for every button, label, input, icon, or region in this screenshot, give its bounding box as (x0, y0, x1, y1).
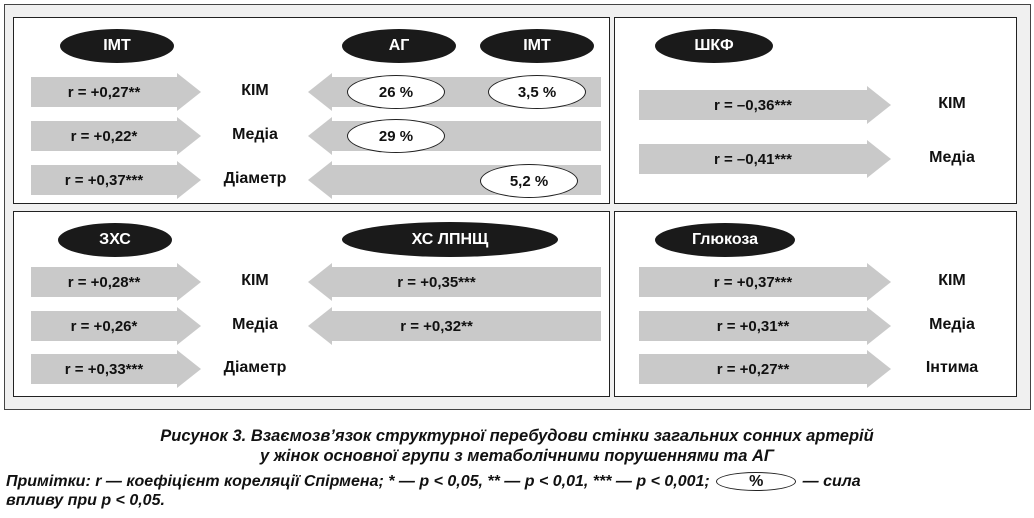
arrow-hs-kim (332, 267, 601, 297)
r-glucose-kim: r = +0,37*** (713, 273, 793, 291)
arrowhead-icon (867, 263, 891, 301)
label-kim: КІМ (241, 272, 269, 289)
arrowhead-icon (308, 161, 332, 199)
label-kim: КІМ (241, 82, 269, 99)
r-zhs-media: r = +0,26* (70, 317, 138, 335)
r-zhs-diameter: r = +0,33*** (64, 360, 144, 378)
label-media: Медіа (929, 316, 975, 333)
panel-glucose (614, 211, 1017, 397)
arrowhead-icon (308, 263, 332, 301)
arrowhead-icon (867, 350, 891, 388)
r-imt-media: r = +0,22* (70, 127, 138, 145)
figure-caption-line1: Рисунок 3. Взаємозв’язок структурної перебудови стінки загальних сонних артерій (160, 427, 874, 445)
arrow-hs-media (332, 311, 601, 341)
arrowhead-icon (177, 350, 201, 388)
arrowhead-icon (308, 73, 332, 111)
pill-shkf: ШКФ (655, 29, 773, 63)
pill-imt-2: ІМТ (480, 29, 594, 63)
label-media: Медіа (929, 149, 975, 166)
pill-zhs: ЗХС (58, 223, 172, 257)
arrow-imt-diameter (31, 165, 177, 195)
effect-imt-kim: 3,5 % (488, 75, 586, 109)
arrow-zhs-kim (31, 267, 177, 297)
arrow-shkf-kim (639, 90, 867, 120)
pill-ag: АГ (342, 29, 456, 63)
r-hs-kim: r = +0,35*** (397, 273, 476, 291)
notes-text-end: — сила (802, 473, 861, 490)
panel-shkf (614, 17, 1017, 204)
pill-hs-lpnsh: ХС ЛПНЩ (342, 222, 558, 257)
panel-zhs (13, 211, 610, 397)
notes-text: Примітки: r — коефіцієнт кореляції Спірмена; * — p < 0,05, ** — p < 0,01, *** — p < 0,001; (6, 473, 710, 490)
arrow-glucose-media (639, 311, 867, 341)
arrowhead-icon (177, 161, 201, 199)
arrow-glucose-intima (639, 354, 867, 384)
effect-ag-media: 29 % (347, 119, 445, 153)
effect-ag-kim: 26 % (347, 75, 445, 109)
arrowhead-icon (867, 307, 891, 345)
arrowhead-icon (867, 140, 891, 178)
r-hs-media: r = +0,32** (400, 317, 473, 335)
arrowhead-icon (308, 117, 332, 155)
arrowhead-icon (177, 263, 201, 301)
pill-imt: ІМТ (60, 29, 174, 63)
label-kim: КІМ (938, 95, 966, 112)
label-kim: КІМ (938, 272, 966, 289)
arrow-imt-kim (31, 77, 177, 107)
r-glucose-intima: r = +0,27** (716, 360, 790, 378)
label-diameter: Діаметр (223, 359, 287, 376)
arrowhead-icon (867, 86, 891, 124)
arrow-shkf-media (639, 144, 867, 174)
figure-caption-line2: у жінок основної групи з метаболічними порушеннями та АГ (259, 447, 775, 465)
r-shkf-kim: r = –0,36*** (714, 96, 792, 114)
arrow-zhs-media (31, 311, 177, 341)
arrowhead-icon (177, 307, 201, 345)
figure-notes (6, 472, 1031, 510)
arrow-zhs-diameter (31, 354, 177, 384)
notes-line2: впливу при p < 0,05. (6, 492, 165, 510)
label-diameter: Діаметр (223, 170, 287, 187)
arrowhead-icon (177, 73, 201, 111)
effect-oval-icon: % (716, 472, 796, 491)
r-shkf-media: r = –0,41*** (714, 150, 792, 168)
arrowhead-icon (177, 117, 201, 155)
r-imt-kim: r = +0,27** (67, 83, 141, 101)
r-zhs-kim: r = +0,28** (67, 273, 141, 291)
effect-imt-diameter: 5,2 % (480, 164, 578, 198)
arrow-imt-media (31, 121, 177, 151)
arrowhead-icon (308, 307, 332, 345)
arrow-glucose-kim (639, 267, 867, 297)
r-imt-diameter: r = +0,37*** (64, 171, 144, 189)
label-intima: Інтима (925, 359, 979, 376)
label-media: Медіа (232, 126, 278, 143)
panel-imt-ag (13, 17, 610, 204)
pill-glucose: Глюкоза (655, 223, 795, 257)
r-glucose-media: r = +0,31** (716, 317, 790, 335)
label-media: Медіа (232, 316, 278, 333)
